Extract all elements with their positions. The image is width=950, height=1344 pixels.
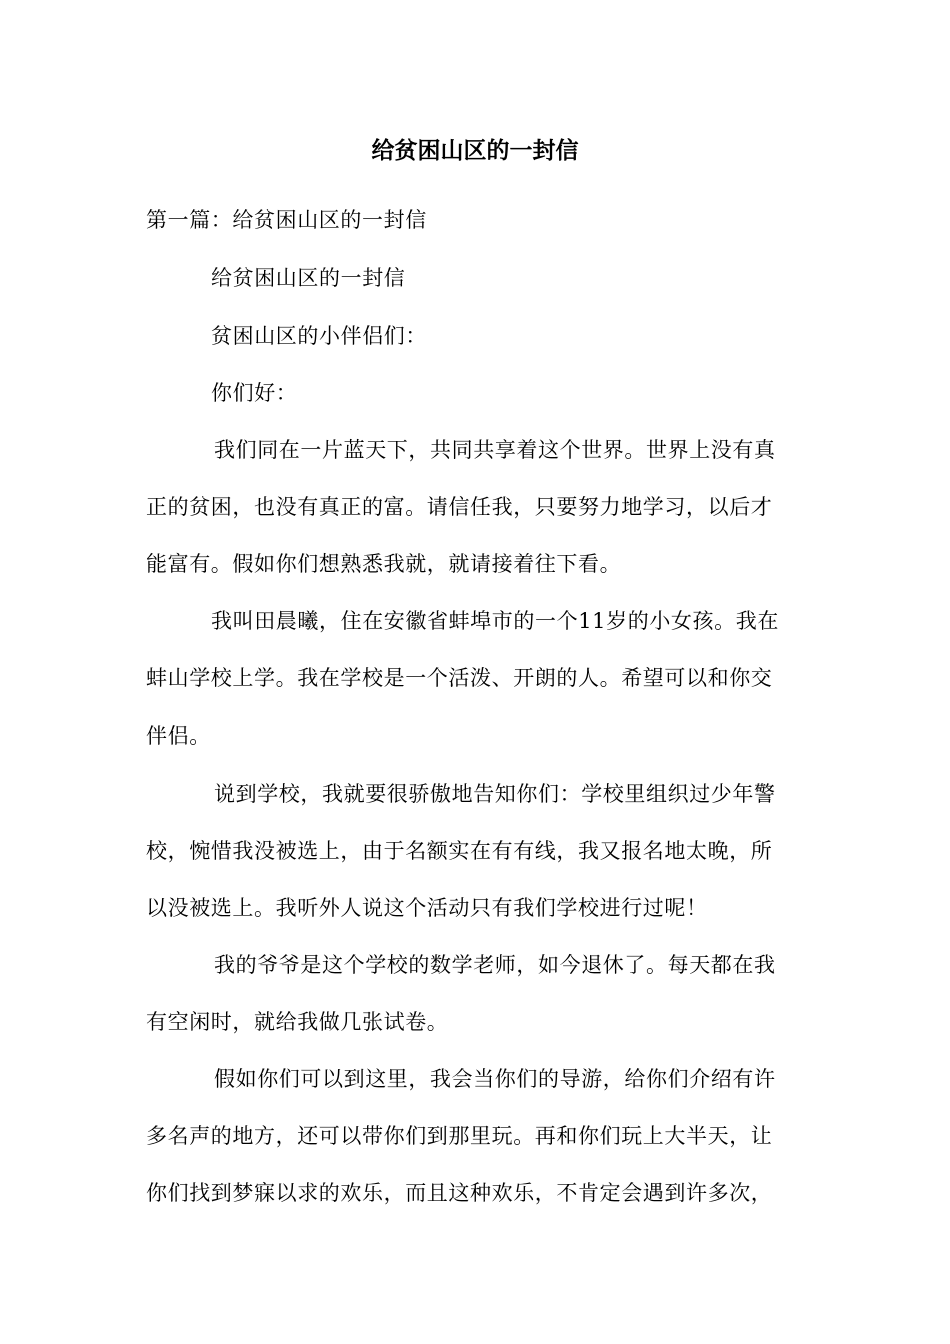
section-heading: 第一篇：给贫困山区的一封信 [146,208,427,232]
paragraph-line: 伴侣。 [146,724,211,748]
paragraph-line: 我叫田晨曦，住在安徽省蚌埠市的一个11岁的小女孩。我在 [211,609,779,633]
paragraph-line: 蚌山学校上学。我在学校是一个活泼、开朗的人。希望可以和你交 [146,666,773,690]
paragraph-line: 以没被选上。我听外人说这个活动只有我们学校进行过呢！ [146,896,708,920]
paragraph-line: 校，惋惜我没被选上，由于名额实在有有线，我又报名地太晚，所 [146,839,773,863]
paragraph-line: 我的爷爷是这个学校的数学老师，如今退休了。每天都在我 [214,953,776,977]
paragraph-line: 多名声的地方，还可以带你们到那里玩。再和你们玩上大半天，让 [146,1124,773,1148]
paragraph-line: 我们同在一片蓝天下，共同共享着这个世界。世界上没有真 [214,438,776,462]
paragraph-line: 有空闲时，就给我做几张试卷。 [146,1010,449,1034]
paragraph-line: 能富有。假如你们想熟悉我就，就请接着往下看。 [146,552,622,576]
greeting: 你们好： [211,381,298,405]
letter-title: 给贫困山区的一封信 [211,266,406,290]
document-title: 给贫困山区的一封信 [371,137,579,164]
paragraph-line: 假如你们可以到这里，我会当你们的导游，给你们介绍有许 [214,1067,776,1091]
paragraph-line: 说到学校，我就要很骄傲地告知你们：学校里组织过少年警 [214,782,776,806]
paragraph-line: 正的贫困，也没有真正的富。请信任我，只要努力地学习，以后才 [146,495,773,519]
paragraph-line: 你们找到梦寐以求的欢乐，而且这种欢乐，不肯定会遇到许多次， [146,1181,773,1205]
salutation: 贫困山区的小伴侣们： [211,324,427,348]
